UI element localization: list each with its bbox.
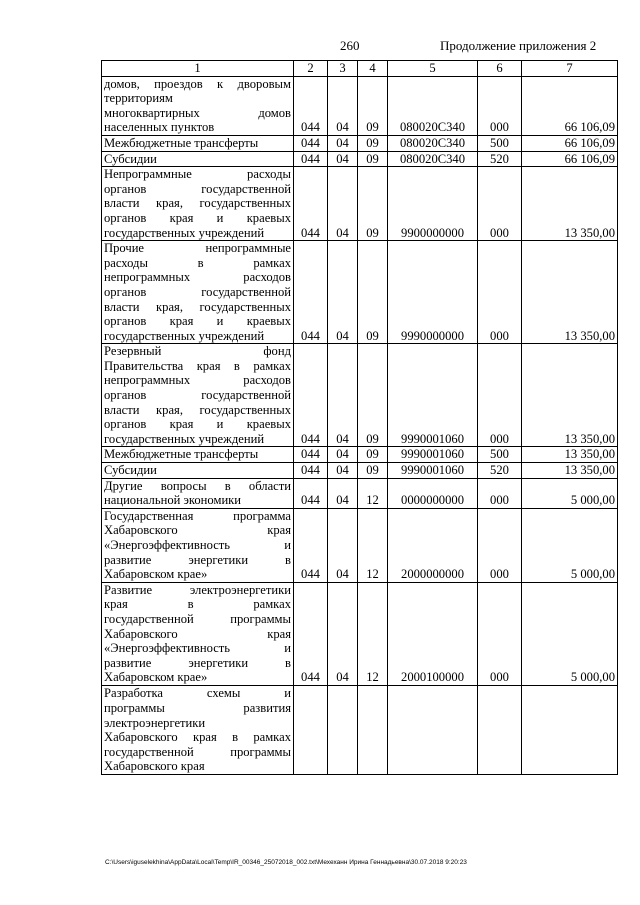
row-amount: 13 350,00	[522, 447, 618, 463]
column-header-3: 3	[328, 61, 358, 77]
row-code-section: 04	[328, 241, 358, 344]
row-code-target: 2000100000	[388, 582, 478, 685]
row-name-line: государственных учреждений	[104, 431, 265, 446]
row-code-subsection	[358, 685, 388, 774]
row-code-subsection: 09	[358, 135, 388, 151]
row-code-section: 04	[328, 463, 358, 479]
table-row	[102, 508, 618, 582]
table-row	[102, 167, 618, 241]
row-code-expense-type: 000	[478, 167, 522, 241]
row-code-admin	[294, 685, 328, 774]
row-code-expense-type: 000	[478, 478, 522, 508]
row-name-line: «Энергоэффективность и	[104, 538, 291, 552]
row-name-line: Хабаровского края	[104, 626, 291, 641]
row-amount: 66 106,09	[522, 135, 618, 151]
row-code-section	[328, 685, 358, 774]
row-name-line: органов края и краевых	[104, 210, 291, 225]
row-name-line: власти края, государственных	[104, 402, 291, 417]
table-row	[102, 447, 618, 463]
row-code-expense-type: 500	[478, 135, 522, 151]
budget-table	[101, 60, 618, 775]
row-name-line: власти края, государственных	[104, 299, 291, 314]
row-code-admin: 044	[294, 241, 328, 344]
row-name-line: государственных учреждений	[104, 225, 265, 240]
row-amount: 13 350,00	[522, 344, 618, 447]
row-code-subsection: 09	[358, 151, 388, 167]
row-code-target: 080020С340	[388, 135, 478, 151]
column-header-4: 4	[358, 61, 388, 77]
row-name-line: населенных пунктов	[104, 120, 215, 135]
row-code-expense-type: 500	[478, 447, 522, 463]
row-code-section: 04	[328, 151, 358, 167]
row-name-line: Межбюджетные трансферты	[104, 447, 259, 462]
column-header-5: 5	[388, 61, 478, 77]
row-name-line: Непрограммные расходы	[104, 167, 291, 182]
row-amount: 13 350,00	[522, 463, 618, 479]
row-code-subsection: 09	[358, 241, 388, 344]
row-name-line: власти края, государственных	[104, 196, 291, 211]
row-name-line: расходы в рамках	[104, 255, 291, 270]
row-name-line: программы развития	[104, 700, 291, 715]
row-code-section: 04	[328, 478, 358, 508]
row-code-target: 0000000000	[388, 478, 478, 508]
column-header-7: 7	[522, 61, 618, 77]
row-code-subsection: 09	[358, 447, 388, 463]
row-name-line: государственных учреждений	[104, 328, 265, 343]
row-amount: 5 000,00	[522, 508, 618, 582]
row-name-line: Прочие непрограммные	[104, 241, 291, 256]
row-name-line: непрограммных расходов	[104, 373, 291, 388]
row-code-section: 04	[328, 344, 358, 447]
row-code-expense-type: 000	[478, 344, 522, 447]
row-code-target: 9990000000	[388, 241, 478, 344]
row-code-subsection: 09	[358, 167, 388, 241]
row-name-cell	[102, 685, 294, 774]
row-code-target: 080020С340	[388, 76, 478, 135]
row-code-section: 04	[328, 135, 358, 151]
row-name-line: Государственная программа	[104, 508, 291, 523]
row-amount: 5 000,00	[522, 478, 618, 508]
row-code-admin: 044	[294, 167, 328, 241]
row-code-expense-type: 520	[478, 463, 522, 479]
row-code-admin: 044	[294, 508, 328, 582]
table-row	[102, 241, 618, 344]
column-header-6: 6	[478, 61, 522, 77]
row-code-section: 04	[328, 582, 358, 685]
row-name-cell	[102, 463, 294, 479]
row-name-cell	[102, 167, 294, 241]
row-amount: 5 000,00	[522, 582, 618, 685]
row-amount: 66 106,09	[522, 76, 618, 135]
row-name-line: Хабаровского края	[104, 523, 291, 538]
row-name-cell	[102, 135, 294, 151]
row-code-target: 9990001060	[388, 463, 478, 479]
row-code-expense-type: 000	[478, 582, 522, 685]
row-name-cell	[102, 582, 294, 685]
row-name-line: Развитие электроэнергетики	[104, 582, 291, 597]
row-name-cell	[102, 447, 294, 463]
row-code-subsection: 09	[358, 344, 388, 447]
row-code-subsection: 09	[358, 76, 388, 135]
row-name-line: Хабаровского края	[104, 759, 205, 774]
row-name-line: Хабаровского края в рамках	[104, 730, 291, 745]
row-name-cell	[102, 344, 294, 447]
row-name-line: Правительства края в рамках	[104, 358, 291, 373]
row-name-line: электроэнергетики	[104, 715, 206, 730]
row-code-admin: 044	[294, 582, 328, 685]
table-row	[102, 463, 618, 479]
row-name-line: многоквартирных домов	[104, 105, 291, 120]
row-code-target: 9900000000	[388, 167, 478, 241]
row-name-line: развитие энергетики в	[104, 552, 291, 567]
row-name-line: непрограммных расходов	[104, 270, 291, 285]
row-name-cell	[102, 508, 294, 582]
table-header-row	[102, 61, 618, 77]
continuation-title: Продолжение приложения 2	[440, 38, 597, 53]
row-code-section: 04	[328, 167, 358, 241]
row-code-expense-type	[478, 685, 522, 774]
row-code-admin: 044	[294, 463, 328, 479]
row-amount	[522, 685, 618, 774]
row-code-target: 9990001060	[388, 344, 478, 447]
row-code-subsection: 12	[358, 478, 388, 508]
row-name-line: Резервный фонд	[104, 344, 291, 359]
row-name-line: Субсидии	[104, 151, 157, 166]
row-name-line: развитие энергетики в	[104, 655, 291, 670]
row-name-line: государственной программы	[104, 744, 291, 759]
row-code-target: 080020С340	[388, 151, 478, 167]
table-row	[102, 135, 618, 151]
row-amount: 13 350,00	[522, 167, 618, 241]
row-name-line: Хабаровском крае»	[104, 670, 208, 685]
row-name-line: Межбюджетные трансферты	[104, 135, 259, 150]
table-row	[102, 151, 618, 167]
table-row	[102, 478, 618, 508]
row-code-expense-type: 000	[478, 76, 522, 135]
row-name-cell	[102, 478, 294, 508]
row-code-admin: 044	[294, 447, 328, 463]
row-name-cell	[102, 151, 294, 167]
row-name-line: Хабаровском крае»	[104, 567, 208, 582]
row-code-subsection: 09	[358, 463, 388, 479]
row-code-subsection: 12	[358, 582, 388, 685]
row-amount: 66 106,09	[522, 151, 618, 167]
row-name-line: территориям	[104, 91, 173, 106]
row-name-line: органов государственной	[104, 181, 291, 196]
row-code-section: 04	[328, 447, 358, 463]
row-name-line: «Энергоэффективность и	[104, 641, 291, 656]
row-code-admin: 044	[294, 344, 328, 447]
row-code-section: 04	[328, 508, 358, 582]
row-name-line: края в рамках	[104, 597, 291, 612]
row-name-line: органов государственной	[104, 284, 291, 299]
row-name-line: Разработка схемы и	[104, 686, 291, 701]
footer-file-path: C:\Users\iguselekhina\AppData\Local\Temp\IR_00346_25072018_002.txt\Мехеханн Ирина Геннадьевна\30.07.2018 9:20:23	[105, 859, 467, 866]
row-code-expense-type: 000	[478, 241, 522, 344]
row-name-line: Субсидии	[104, 463, 157, 478]
row-code-admin: 044	[294, 151, 328, 167]
row-code-expense-type: 000	[478, 508, 522, 582]
row-code-admin: 044	[294, 135, 328, 151]
column-header-1: 1	[102, 61, 294, 77]
row-name-line: государственной программы	[104, 611, 291, 626]
row-code-target: 9990001060	[388, 447, 478, 463]
row-name-cell	[102, 76, 294, 135]
column-header-2: 2	[294, 61, 328, 77]
row-code-subsection: 12	[358, 508, 388, 582]
row-amount: 13 350,00	[522, 241, 618, 344]
row-name-line: органов края и краевых	[104, 417, 291, 432]
row-code-admin: 044	[294, 76, 328, 135]
row-name-cell	[102, 241, 294, 344]
row-code-admin: 044	[294, 478, 328, 508]
row-name-line: домов, проездов к дворовым	[104, 76, 291, 91]
page-number: 260	[340, 38, 360, 53]
row-code-expense-type: 520	[478, 151, 522, 167]
row-name-line: Другие вопросы в области	[104, 478, 291, 493]
table-row	[102, 685, 618, 774]
table-row	[102, 582, 618, 685]
row-name-line: органов государственной	[104, 388, 291, 403]
row-code-target: 2000000000	[388, 508, 478, 582]
row-code-section: 04	[328, 76, 358, 135]
table-row	[102, 76, 618, 135]
table-row	[102, 344, 618, 447]
row-name-line: национальной экономики	[104, 493, 242, 508]
row-name-line: органов края и краевых	[104, 314, 291, 329]
row-code-target	[388, 685, 478, 774]
